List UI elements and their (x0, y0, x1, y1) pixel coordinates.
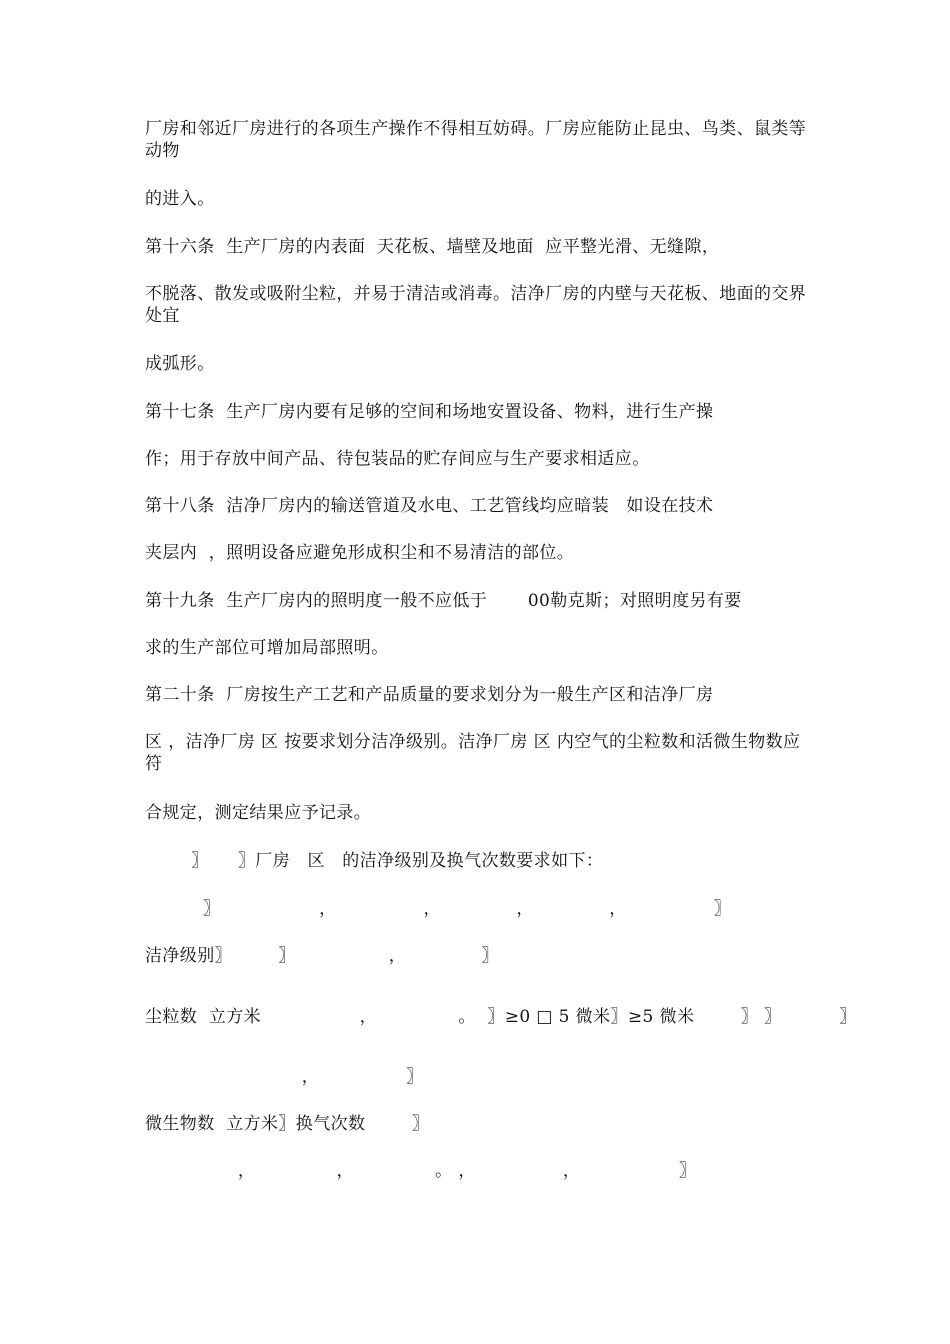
table-row-microbe-count: 微生物数 立方米〗换气次数 〗 (145, 1114, 430, 1134)
article-18-heading-line: 第十八条 洁净厂房内的输送管道及水电、工艺管线均应暗装 如设在技术 (145, 496, 714, 516)
paragraph-line: 作；用于存放中间产品、待包装品的贮存间应与生产要求相适应。 (145, 449, 650, 469)
paragraph-line: 的进入。 (145, 189, 215, 209)
paragraph-line: 夹层内 ，照明设备应避免形成积尘和不易清洁的部位。 (145, 543, 575, 563)
table-row-line: ， ， 。 ， ， 〗 (145, 1161, 697, 1181)
table-row-particle-count: 尘粒数 立方米 ， 。 〗≥0 □ 5 微米〗≥5 微米 〗 〗 〗 (145, 1007, 857, 1027)
article-17-heading-line: 第十七条 生产厂房内要有足够的空间和场地安置设备、物料，进行生产操 (145, 402, 714, 422)
table-row-line: 〗 ， ， ， ， 〗 (145, 899, 732, 919)
article-20-heading-line: 第二十条 厂房按生产工艺和产品质量的要求划分为一般生产区和洁净厂房 (145, 685, 714, 705)
paragraph-line: 区 ，洁净厂房 区 按要求划分洁净级别。洁净厂房 区 内空气的尘粒数和活微生物数应符 (145, 732, 801, 774)
table-row-cleanliness-grade: 洁净级别〗 〗 ， 〗 (145, 946, 499, 966)
article-19-heading-line: 第十九条 生产厂房内的照明度一般不应低于 00勒克斯；对照明度另有要 (145, 591, 742, 611)
paragraph-line: 求的生产部位可增加局部照明。 (145, 638, 389, 658)
table-row-line: ， 〗 (145, 1067, 424, 1087)
table-caption-line: 〗 〗厂房 区 的洁净级别及换气次数要求如下： (145, 851, 604, 871)
paragraph-line: 合规定，测定结果应予记录。 (145, 803, 372, 823)
paragraph-line: 厂房和邻近厂房进行的各项生产操作不得相互妨碍。厂房应能防止昆虫、鸟类、鼠类等动物 (145, 119, 807, 161)
paragraph-line: 不脱落、散发或吸附尘粒，并易于清洁或消毒。洁净厂房的内壁与天花板、地面的交界处宜 (145, 284, 807, 326)
article-16-heading-line: 第十六条 生产厂房的内表面 天花板、墙壁及地面 应平整光滑、无缝隙， (145, 237, 720, 257)
paragraph-line: 成弧形。 (145, 354, 215, 374)
